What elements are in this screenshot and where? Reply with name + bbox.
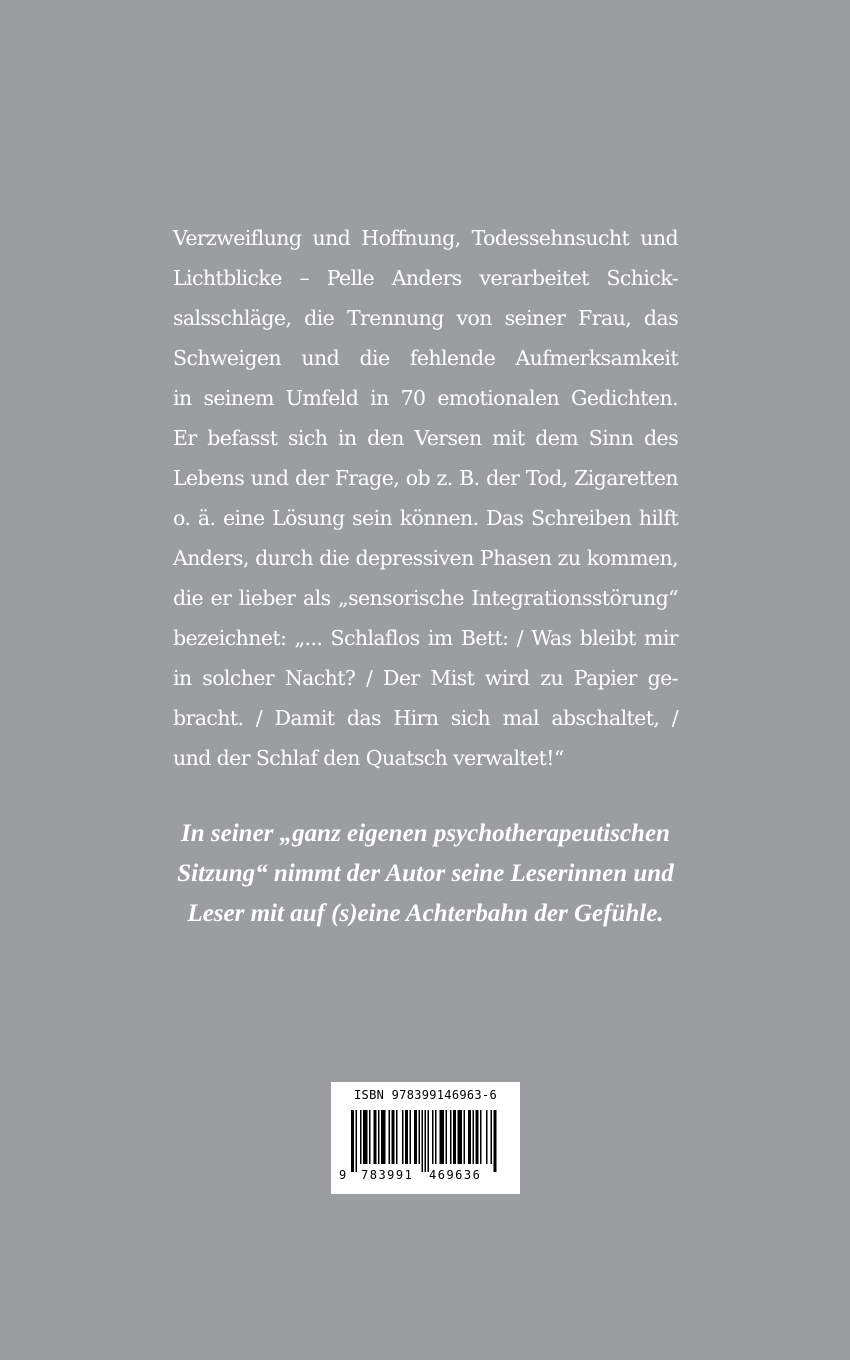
barcode-bar: [356, 1110, 358, 1172]
barcode-bar: [414, 1110, 417, 1164]
barcode-digits-left: 783991: [361, 1168, 414, 1182]
blurb-line: Anders, durch die depressiven Phasen zu kommen,: [173, 546, 678, 570]
barcode-digits-right: 469636: [429, 1168, 482, 1182]
isbn-label: ISBN 978399146963-6: [354, 1088, 497, 1102]
barcode-bar: [486, 1110, 488, 1164]
barcode-bar: [453, 1110, 456, 1164]
blurb-line: o. ä. eine Lösung sein können. Das Schreiben hilft: [173, 506, 678, 530]
barcode-bar: [435, 1110, 437, 1164]
blurb-line: und der Schlaf den Quatsch verwaltet!“: [173, 746, 564, 770]
barcode-bar: [410, 1110, 412, 1164]
barcode-bar: [491, 1110, 493, 1164]
barcode-bar: [476, 1110, 479, 1164]
blurb-text: [173, 218, 678, 778]
isbn-barcode: [331, 1082, 520, 1194]
barcode-bar: [468, 1110, 471, 1164]
blurb-line: salsschläge, die Trennung von seiner Frau, das: [173, 306, 678, 330]
blurb-line: Verzweiflung und Hoffnung, Todessehnsucht und: [173, 226, 678, 250]
barcode-bar: [374, 1110, 377, 1164]
tagline-line: In seiner „ganz eigenen psychotherapeutischen: [181, 820, 670, 847]
blurb-line: Er befasst sich in den Versen mit dem Sinn des: [173, 426, 678, 450]
tagline: [150, 814, 701, 934]
blurb-line: die er lieber als „sensorische Integrationsstörung“: [173, 586, 678, 610]
barcode-bar: [428, 1110, 430, 1172]
barcode-bar: [473, 1110, 475, 1164]
blurb-line: in seinem Umfeld in 70 emotionalen Gedichten.: [173, 386, 678, 410]
barcode-bar: [422, 1110, 424, 1172]
blurb-line: Lichtblicke – Pelle Anders verarbeitet Schick-: [173, 266, 678, 290]
tagline-line: Leser mit auf (s)eine Achterbahn der Gefühle.: [187, 900, 664, 927]
barcode-bar: [396, 1110, 398, 1164]
barcode-bar: [369, 1110, 371, 1164]
blurb-line: bracht. / Damit das Hirn sich mal abschaltet, /: [173, 706, 678, 730]
barcode-bar: [432, 1110, 434, 1164]
barcode-bar: [360, 1110, 362, 1164]
barcode-bar: [419, 1110, 421, 1164]
barcode-bar: [480, 1110, 482, 1164]
blurb-line: Lebens und der Frage, ob z. B. der Tod, Zigaretten: [173, 466, 678, 490]
barcode-bar: [440, 1110, 445, 1164]
barcode-bar: [425, 1110, 427, 1172]
barcode-bar: [389, 1110, 391, 1164]
barcode-bar: [378, 1110, 380, 1164]
barcode-digit-first: 9: [339, 1168, 347, 1182]
tagline-line: Sitzung“ nimmt der Autor seine Leserinnen und: [177, 860, 674, 887]
barcode-bar: [351, 1110, 354, 1172]
barcode-bar: [405, 1110, 408, 1164]
blurb-line: Schweigen und die fehlende Aufmerksamkeit: [173, 346, 678, 370]
barcode-bars: [351, 1110, 501, 1172]
barcode-bar: [402, 1110, 404, 1164]
blurb-line: bezeichnet: „... Schlaflos im Bett: / Was bleibt mir: [173, 626, 678, 650]
barcode-bar: [446, 1110, 448, 1164]
blurb-line: in solcher Nacht? / Der Mist wird zu Papier ge-: [173, 666, 678, 690]
barcode-bar: [458, 1110, 463, 1164]
barcode-bar: [363, 1110, 368, 1164]
barcode-bar: [381, 1110, 386, 1164]
barcode-bar: [450, 1110, 452, 1164]
barcode-bar: [494, 1110, 497, 1172]
barcode-bar: [392, 1110, 395, 1164]
barcode-bar: [464, 1110, 466, 1164]
